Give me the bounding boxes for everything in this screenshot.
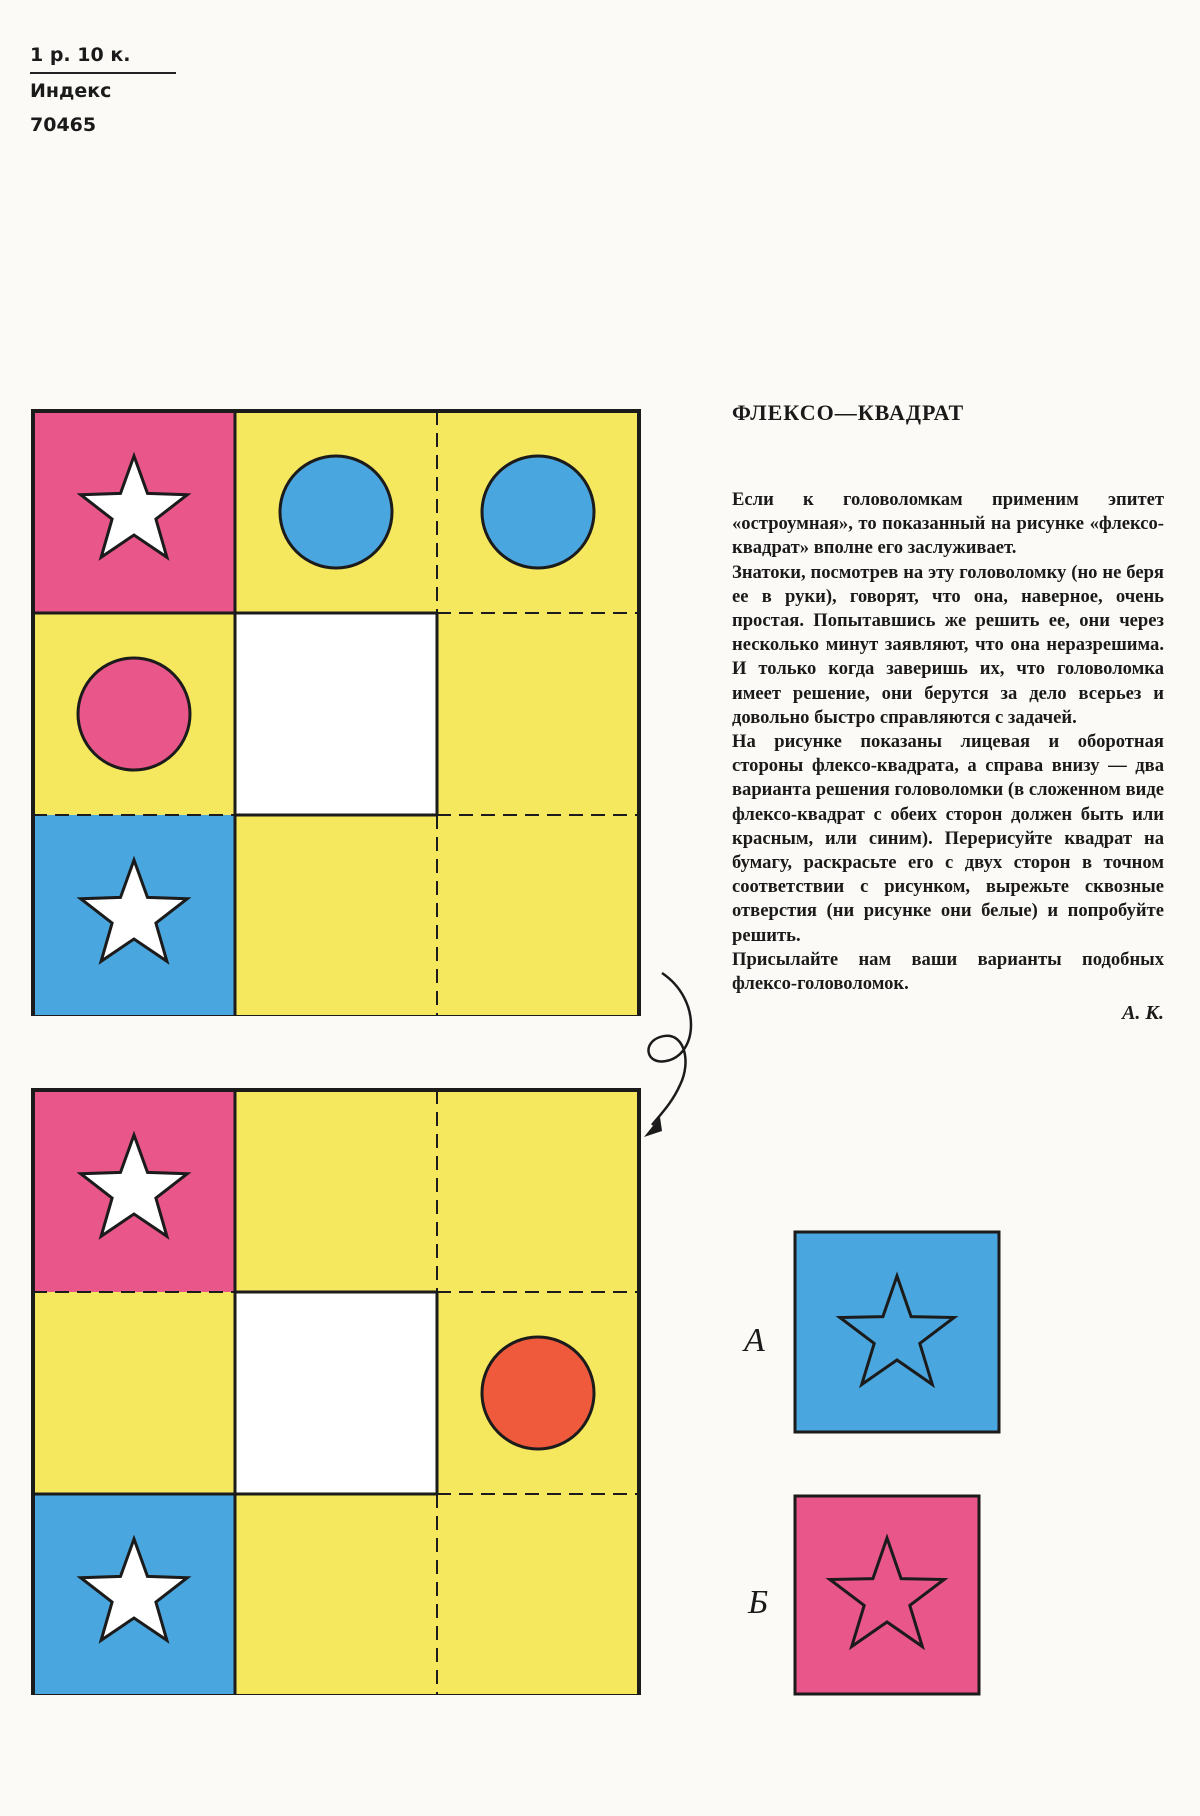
article-paragraph: Знатоки, посмотрев на эту головоломку (но не беря ее в руки), говорят, что она, наверное, очень простая. Попытавшись же решить ее, они через несколько минут заявляют, что она неразрешима. И только когда заверишь их, что головоломка имеет решение, они берутся за дело всерьез и довольно быстро справляются с задачей. [732, 561, 1164, 728]
index-number: Индекс 70465 [30, 80, 112, 136]
solution-variant-a [792, 1229, 1002, 1435]
back-cell [33, 1292, 235, 1494]
puzzle-back-side [30, 1087, 642, 1695]
variant-a-label: А [744, 1322, 765, 1359]
variant-b-square [795, 1496, 979, 1694]
article-author: А. К. [1122, 1002, 1164, 1025]
back-cell [235, 1494, 437, 1695]
solution-variant-b [792, 1493, 982, 1697]
price-block [30, 38, 176, 142]
price: 1 р. 10 к. [30, 38, 176, 74]
orange-circle-icon [482, 1337, 594, 1449]
back-cell [437, 1090, 639, 1292]
article-title: ФЛЕКСО—КВАДРАТ [732, 400, 965, 425]
cut-out-hole [235, 1292, 437, 1494]
article-paragraph: На рисунке показаны лицевая и оборотная стороны флексо-квадрата, а справа внизу — два варианта решения головоломки (в сложенном виде флексо-квадрат с обеих сторон должен быть или красным, или синим). Перерисуйте квадрат на бумагу, раскрасьте его с двух сторон в точном соответствии с рисунком, вырежьте сквозные отверстия (ни рисунке они белые) и попробуйте решить. [732, 731, 1164, 946]
article-paragraph: Если к головоломкам применим эпитет «остроумная», то показанный на рисунке «флексо-квадрат» вполне его заслуживает. [732, 489, 1164, 559]
pink-circle-icon [78, 658, 190, 770]
front-cell [437, 613, 639, 815]
front-cell [235, 815, 437, 1016]
back-cell [235, 1090, 437, 1292]
flip-arrow-icon [640, 965, 720, 1145]
article-paragraph: Присылайте нам ваши варианты подобных флексо-головоломок. [732, 948, 1164, 995]
cut-out-hole [235, 613, 437, 815]
puzzle-front-side [30, 408, 642, 1016]
variant-a-square [795, 1232, 999, 1432]
back-cell [437, 1494, 639, 1695]
article [732, 400, 1164, 1025]
front-cell [437, 815, 639, 1016]
variant-b-label: Б [748, 1584, 769, 1621]
blue-circle-icon [280, 456, 392, 568]
blue-circle-icon [482, 456, 594, 568]
